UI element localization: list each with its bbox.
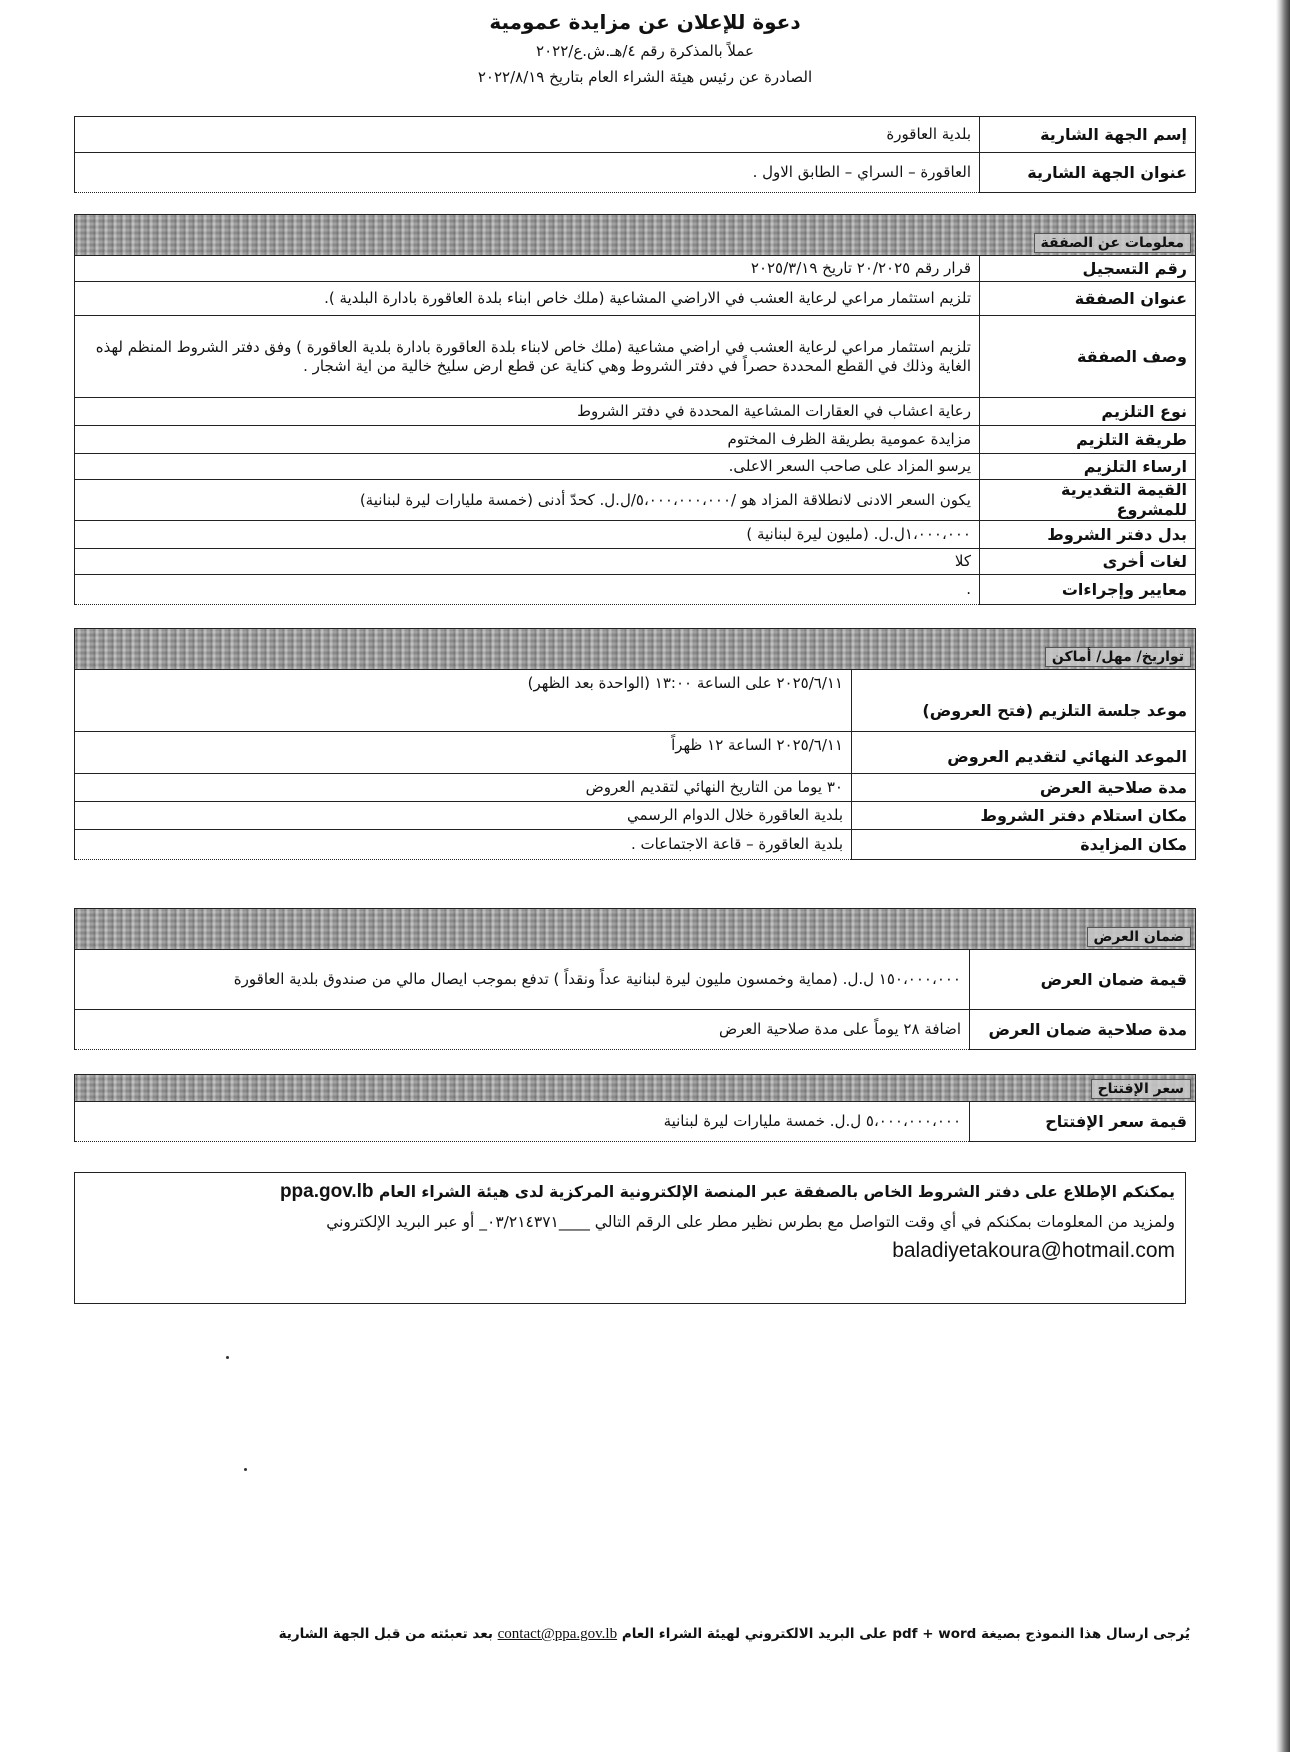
criteria-value: .	[75, 575, 980, 605]
table-row	[75, 774, 1196, 802]
section-heading-row	[75, 909, 1196, 950]
other-languages-value: كلا	[75, 549, 980, 575]
opening-section-band	[75, 1075, 1196, 1102]
table-row	[75, 950, 1196, 1010]
auction-place-value: بلدية العاقورة – قاعة الاجتماعات .	[75, 830, 852, 860]
notice-box	[74, 1172, 1186, 1304]
contact-email-link[interactable]: baladiyetakoura@hotmail.com	[892, 1239, 1175, 1262]
validity-label: مدة صلاحية العرض	[852, 774, 1196, 802]
table-row	[75, 398, 1196, 426]
notice-line-platform	[85, 1181, 1175, 1203]
table-row	[75, 670, 1196, 732]
dates-section-title: تواريخ/ مهل/ أماكن	[1045, 647, 1191, 667]
guarantee-section-band	[75, 909, 1196, 950]
entity-name-label: إسم الجهة الشارية	[980, 117, 1196, 153]
table-row	[75, 153, 1196, 193]
opening-section-title: سعر الإفتتاح	[1091, 1079, 1191, 1099]
section-heading-row	[75, 629, 1196, 670]
opening-session-value: ٢٠٢٥/٦/١١ على الساعة ١٣:٠٠ (الواحدة بعد الظهر)	[75, 670, 852, 732]
tender-fee-value: ١،٠٠٠،٠٠٠ل.ل. (مليون ليرة لبنانية )	[75, 521, 980, 549]
pickup-place-label: مكان استلام دفتر الشروط	[852, 802, 1196, 830]
section-heading-row	[75, 1075, 1196, 1102]
registration-number-value: قرار رقم ٢٠/٢٠٢٥ تاريخ ٢٠٢٥/٣/١٩	[75, 256, 980, 282]
table-row	[75, 732, 1196, 774]
table-row	[75, 802, 1196, 830]
opening-price-value: ٥،٠٠٠،٠٠٠،٠٠٠ ل.ل. خمسة مليارات ليرة لبنانية	[75, 1102, 970, 1142]
footer-text-after: بعد تعبئته من قبل الجهة الشارية	[278, 1626, 493, 1642]
notice-platform-text: يمكنكم الإطلاع على دفتر الشروط الخاص بالصفقة عبر المنصة الإلكترونية المركزية لدى هيئة الشراء العام	[378, 1183, 1175, 1201]
guarantee-section-title: ضمان العرض	[1087, 927, 1192, 947]
criteria-label: معايير وإجراءات	[980, 575, 1196, 605]
deal-description-value: تلزيم استثمار مراعي لرعاية العشب في اراضي مشاعية (ملك خاص لابناء بلدة العاقورة بادارة بلدية العاقورة ) وفق دفتر الشروط المنظم لهذه الغاية وذلك في القطع المحددة حصراً في دفتر الشروط وهي كناية عن قطع ارض سليخ خالية من اية اشجار .	[75, 316, 980, 398]
footer-note	[279, 1626, 1190, 1643]
table-row	[75, 480, 1196, 521]
table-row	[75, 575, 1196, 605]
deal-section-title: معلومات عن الصفقة	[1034, 233, 1191, 253]
dates-table	[74, 628, 1196, 860]
scan-speck	[226, 1356, 229, 1359]
auction-place-label: مكان المزايدة	[852, 830, 1196, 860]
validity-value: ٣٠ يوما من التاريخ النهائي لتقديم العروض	[75, 774, 852, 802]
table-row	[75, 454, 1196, 480]
deal-title-value: تلزيم استثمار مراعي لرعاية العشب في الاراضي المشاعية (ملك خاص ابناء بلدة العاقورة بادارة البلدية ).	[75, 282, 980, 316]
entity-address-label: عنوان الجهة الشارية	[980, 153, 1196, 193]
guarantee-validity-label: مدة صلاحية ضمان العرض	[970, 1010, 1196, 1050]
award-value: يرسو المزاد على صاحب السعر الاعلى.	[75, 454, 980, 480]
tender-fee-label: بدل دفتر الشروط	[980, 521, 1196, 549]
footer-email-link[interactable]: contact@ppa.gov.lb	[497, 1626, 618, 1642]
table-row	[75, 521, 1196, 549]
guarantee-table	[74, 908, 1196, 1050]
entity-table	[74, 116, 1196, 193]
memo-reference: عملاً بالمذكرة رقم ٤/هـ.ش.ع/٢٠٢٢	[536, 42, 754, 60]
table-row	[75, 1010, 1196, 1050]
deadline-value: ٢٠٢٥/٦/١١ الساعة ١٢ ظهراً	[75, 732, 852, 774]
notice-contact-line: ولمزيد من المعلومات بمكنكم في أي وقت التواصل مع بطرس نظير مطر على الرقم التالي ____٠٣/٢١٤٣٧١_ أو عبر البريد الإلكتروني	[326, 1213, 1175, 1231]
section-heading-row	[75, 215, 1196, 256]
entity-name-value: بلدية العاقورة	[75, 117, 980, 153]
guarantee-amount-value: ١٥٠،٠٠٠،٠٠٠ ل.ل. (مماية وخمسون مليون ليرة لبنانية عداً ونقداً ) تدفع بموجب ايصال مالي من صندوق بلدية العاقورة	[75, 950, 970, 1010]
table-row	[75, 1102, 1196, 1142]
guarantee-validity-value: اضافة ٢٨ يوماً على مدة صلاحية العرض	[75, 1010, 970, 1050]
document-header	[0, 6, 1290, 86]
estimated-value-label: القيمة التقديرية للمشروع	[980, 480, 1196, 521]
contract-method-value: مزايدة عمومية بطريقة الظرف المختوم	[75, 426, 980, 454]
other-languages-label: لغات أخرى	[980, 549, 1196, 575]
platform-domain-link[interactable]: ppa.gov.lb	[279, 1181, 374, 1202]
table-row	[75, 117, 1196, 153]
contract-method-label: طريقة التلزيم	[980, 426, 1196, 454]
footer-text-before: يُرجى ارسال هذا النموذج بصيغة pdf + word على البريد الالكتروني لهيئة الشراء العام	[621, 1626, 1190, 1642]
table-row	[75, 282, 1196, 316]
guarantee-amount-label: قيمة ضمان العرض	[970, 950, 1196, 1010]
award-label: ارساء التلزيم	[980, 454, 1196, 480]
deadline-label: الموعد النهائي لتقديم العروض	[852, 732, 1196, 774]
deal-info-table	[74, 214, 1196, 605]
contract-type-value: رعاية اعشاب في العقارات المشاعية المحددة في دفتر الشروط	[75, 398, 980, 426]
table-row	[75, 426, 1196, 454]
estimated-value-value: يكون السعر الادنى لانطلاقة المزاد هو /٥،٠٠٠،٠٠٠،٠٠٠/ل.ل. كحدّ أدنى (خمسة مليارات ليرة لبنانية)	[75, 480, 980, 521]
registration-number-label: رقم التسجيل	[980, 256, 1196, 282]
pickup-place-value: بلدية العاقورة خلال الدوام الرسمي	[75, 802, 852, 830]
opening-price-label: قيمة سعر الإفتتاح	[970, 1102, 1196, 1142]
opening-price-table	[74, 1074, 1196, 1142]
document-title: دعوة للإعلان عن مزايدة عمومية	[489, 10, 801, 34]
scan-speck	[244, 1468, 247, 1471]
opening-session-label: موعد جلسة التلزيم (فتح العروض)	[852, 670, 1196, 732]
deal-title-label: عنوان الصفقة	[980, 282, 1196, 316]
contract-type-label: نوع التلزيم	[980, 398, 1196, 426]
entity-address-value: العاقورة – السراي – الطابق الاول .	[75, 153, 980, 193]
table-row	[75, 830, 1196, 860]
table-row	[75, 256, 1196, 282]
table-row	[75, 549, 1196, 575]
deal-description-label: وصف الصفقة	[980, 316, 1196, 398]
deal-section-band	[75, 215, 1196, 256]
table-row	[75, 316, 1196, 398]
dates-section-band	[75, 629, 1196, 670]
memo-issuer: الصادرة عن رئيس هيئة الشراء العام بتاريخ ٢٠٢٢/٨/١٩	[477, 68, 813, 86]
scan-edge	[1276, 0, 1290, 1752]
